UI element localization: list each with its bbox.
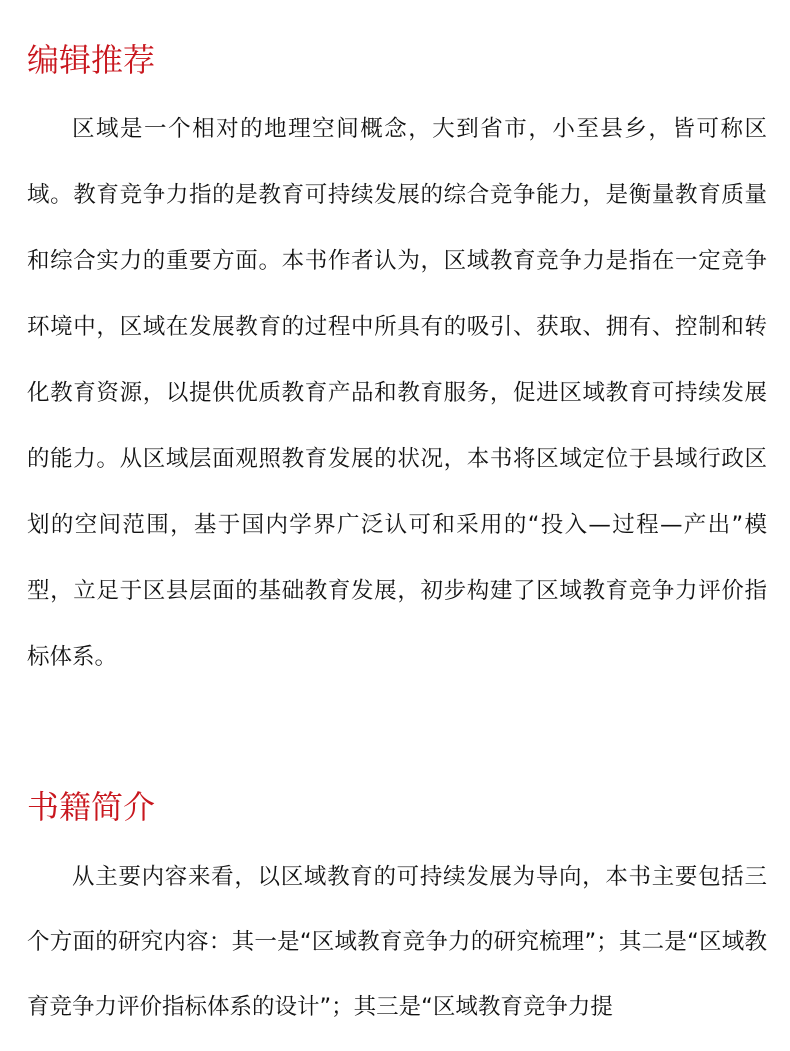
editor-recommendation-heading: 编辑推荐 [27, 41, 156, 79]
book-introduction-heading: 书籍简介 [27, 788, 156, 826]
book-introduction-paragraph: 从主要内容来看，以区域教育的可持续发展为导向，本书主要包括三个方面的研究内容：其一是“区域教育竞争力的研究梳理”；其二是“区域教育竞争力评价指标体系的设计”；其三是“区域教育竞争力提 [27, 864, 767, 1020]
editor-recommendation-paragraph: 区域是一个相对的地理空间概念，大到省市，小至县乡，皆可称区域。教育竞争力指的是教育可持续发展的综合竞争能力，是衡量教育质量和综合实力的重要方面。本书作者认为，区域教育竞争力是指在一定竞争环境中，区域在发展教育的过程中所具有的吸引、获取、拥有、控制和转化教育资源，以提供优质教育产品和教育服务，促进区域教育可持续发展的能力。从区域层面观照教育发展的状况，本书将区域定位于县域行政区划的空间范围，基于国内学界广泛认可和采用的“投入—过程—产出”模型，立足于区县层面的基础教育发展，初步构建了区域教育竞争力评价指标体系。 [27, 116, 767, 670]
